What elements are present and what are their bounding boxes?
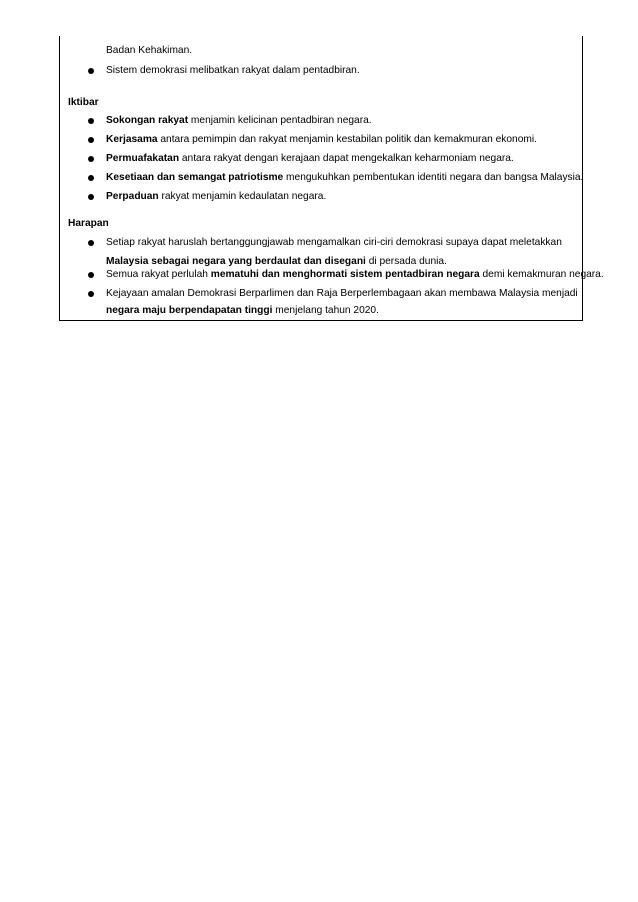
harapan-item-rest: di persada dunia. — [365, 256, 447, 267]
iktibar-item-rest: menjamin kelicinan pentadbiran negara. — [188, 115, 372, 126]
bullet-icon — [88, 240, 94, 246]
harapan-item-rest: menjelang tahun 2020. — [272, 305, 379, 316]
iktibar-item-bold: Kesetiaan dan semangat patriotisme — [106, 172, 284, 183]
harapan-heading: Harapan — [68, 218, 109, 229]
bullet-icon — [88, 118, 94, 124]
iktibar-item-bold: Sokongan rakyat — [106, 115, 189, 126]
bullet-icon — [88, 291, 94, 297]
iktibar-item-bold: Kerjasama — [106, 134, 158, 145]
bullet-icon — [88, 156, 94, 162]
iktibar-heading: Iktibar — [68, 97, 99, 108]
iktibar-item-rest: mengukuhkan pembentukan identiti negara dan bangsa Malaysia. — [283, 172, 584, 183]
bullet-icon — [88, 137, 94, 143]
iktibar-item — [106, 172, 583, 184]
iktibar-item-rest: antara pemimpin dan rakyat menjamin kestabilan politik dan kemakmuran ekonomi. — [157, 134, 537, 145]
harapan-item-line — [106, 269, 604, 281]
harapan-item-line: Setiap rakyat haruslah bertanggungjawab mengamalkan ciri-ciri demokrasi supaya dapat meletakkan — [106, 237, 562, 248]
continuation-bullet-text: Sistem demokrasi melibatkan rakyat dalam pentadbiran. — [106, 65, 360, 76]
harapan-item-bold: negara maju berpendapatan tinggi — [106, 305, 273, 316]
bullet-icon — [88, 272, 94, 278]
iktibar-item-rest: rakyat menjamin kedaulatan negara. — [158, 191, 327, 202]
iktibar-item — [106, 191, 326, 203]
iktibar-item — [106, 115, 372, 127]
bullet-icon — [88, 68, 94, 74]
harapan-item-line: Kejayaan amalan Demokrasi Berparlimen dan Raja Berperlembagaan akan membawa Malaysia menjadi — [106, 288, 578, 299]
harapan-item-bold: Malaysia sebagai negara yang berdaulat dan disegani — [106, 256, 366, 267]
iktibar-item-bold: Permuafakatan — [106, 153, 180, 164]
harapan-item-rest: demi kemakmuran negara. — [479, 269, 604, 280]
harapan-item-line — [106, 305, 379, 317]
iktibar-item-rest: antara rakyat dengan kerajaan dapat mengekalkan keharmoniam negara. — [179, 153, 514, 164]
harapan-item-pre: Semua rakyat perlulah — [106, 269, 211, 280]
bullet-icon — [88, 175, 94, 181]
harapan-item-bold: mematuhi dan menghormati sistem pentadbiran negara — [210, 269, 480, 280]
harapan-item-line — [106, 256, 447, 268]
iktibar-item-bold: Perpaduan — [106, 191, 159, 202]
iktibar-item — [106, 134, 537, 146]
continuation-text: Badan Kehakiman. — [106, 45, 193, 56]
bullet-icon — [88, 194, 94, 200]
content-box — [59, 36, 604, 321]
iktibar-item — [106, 153, 514, 165]
